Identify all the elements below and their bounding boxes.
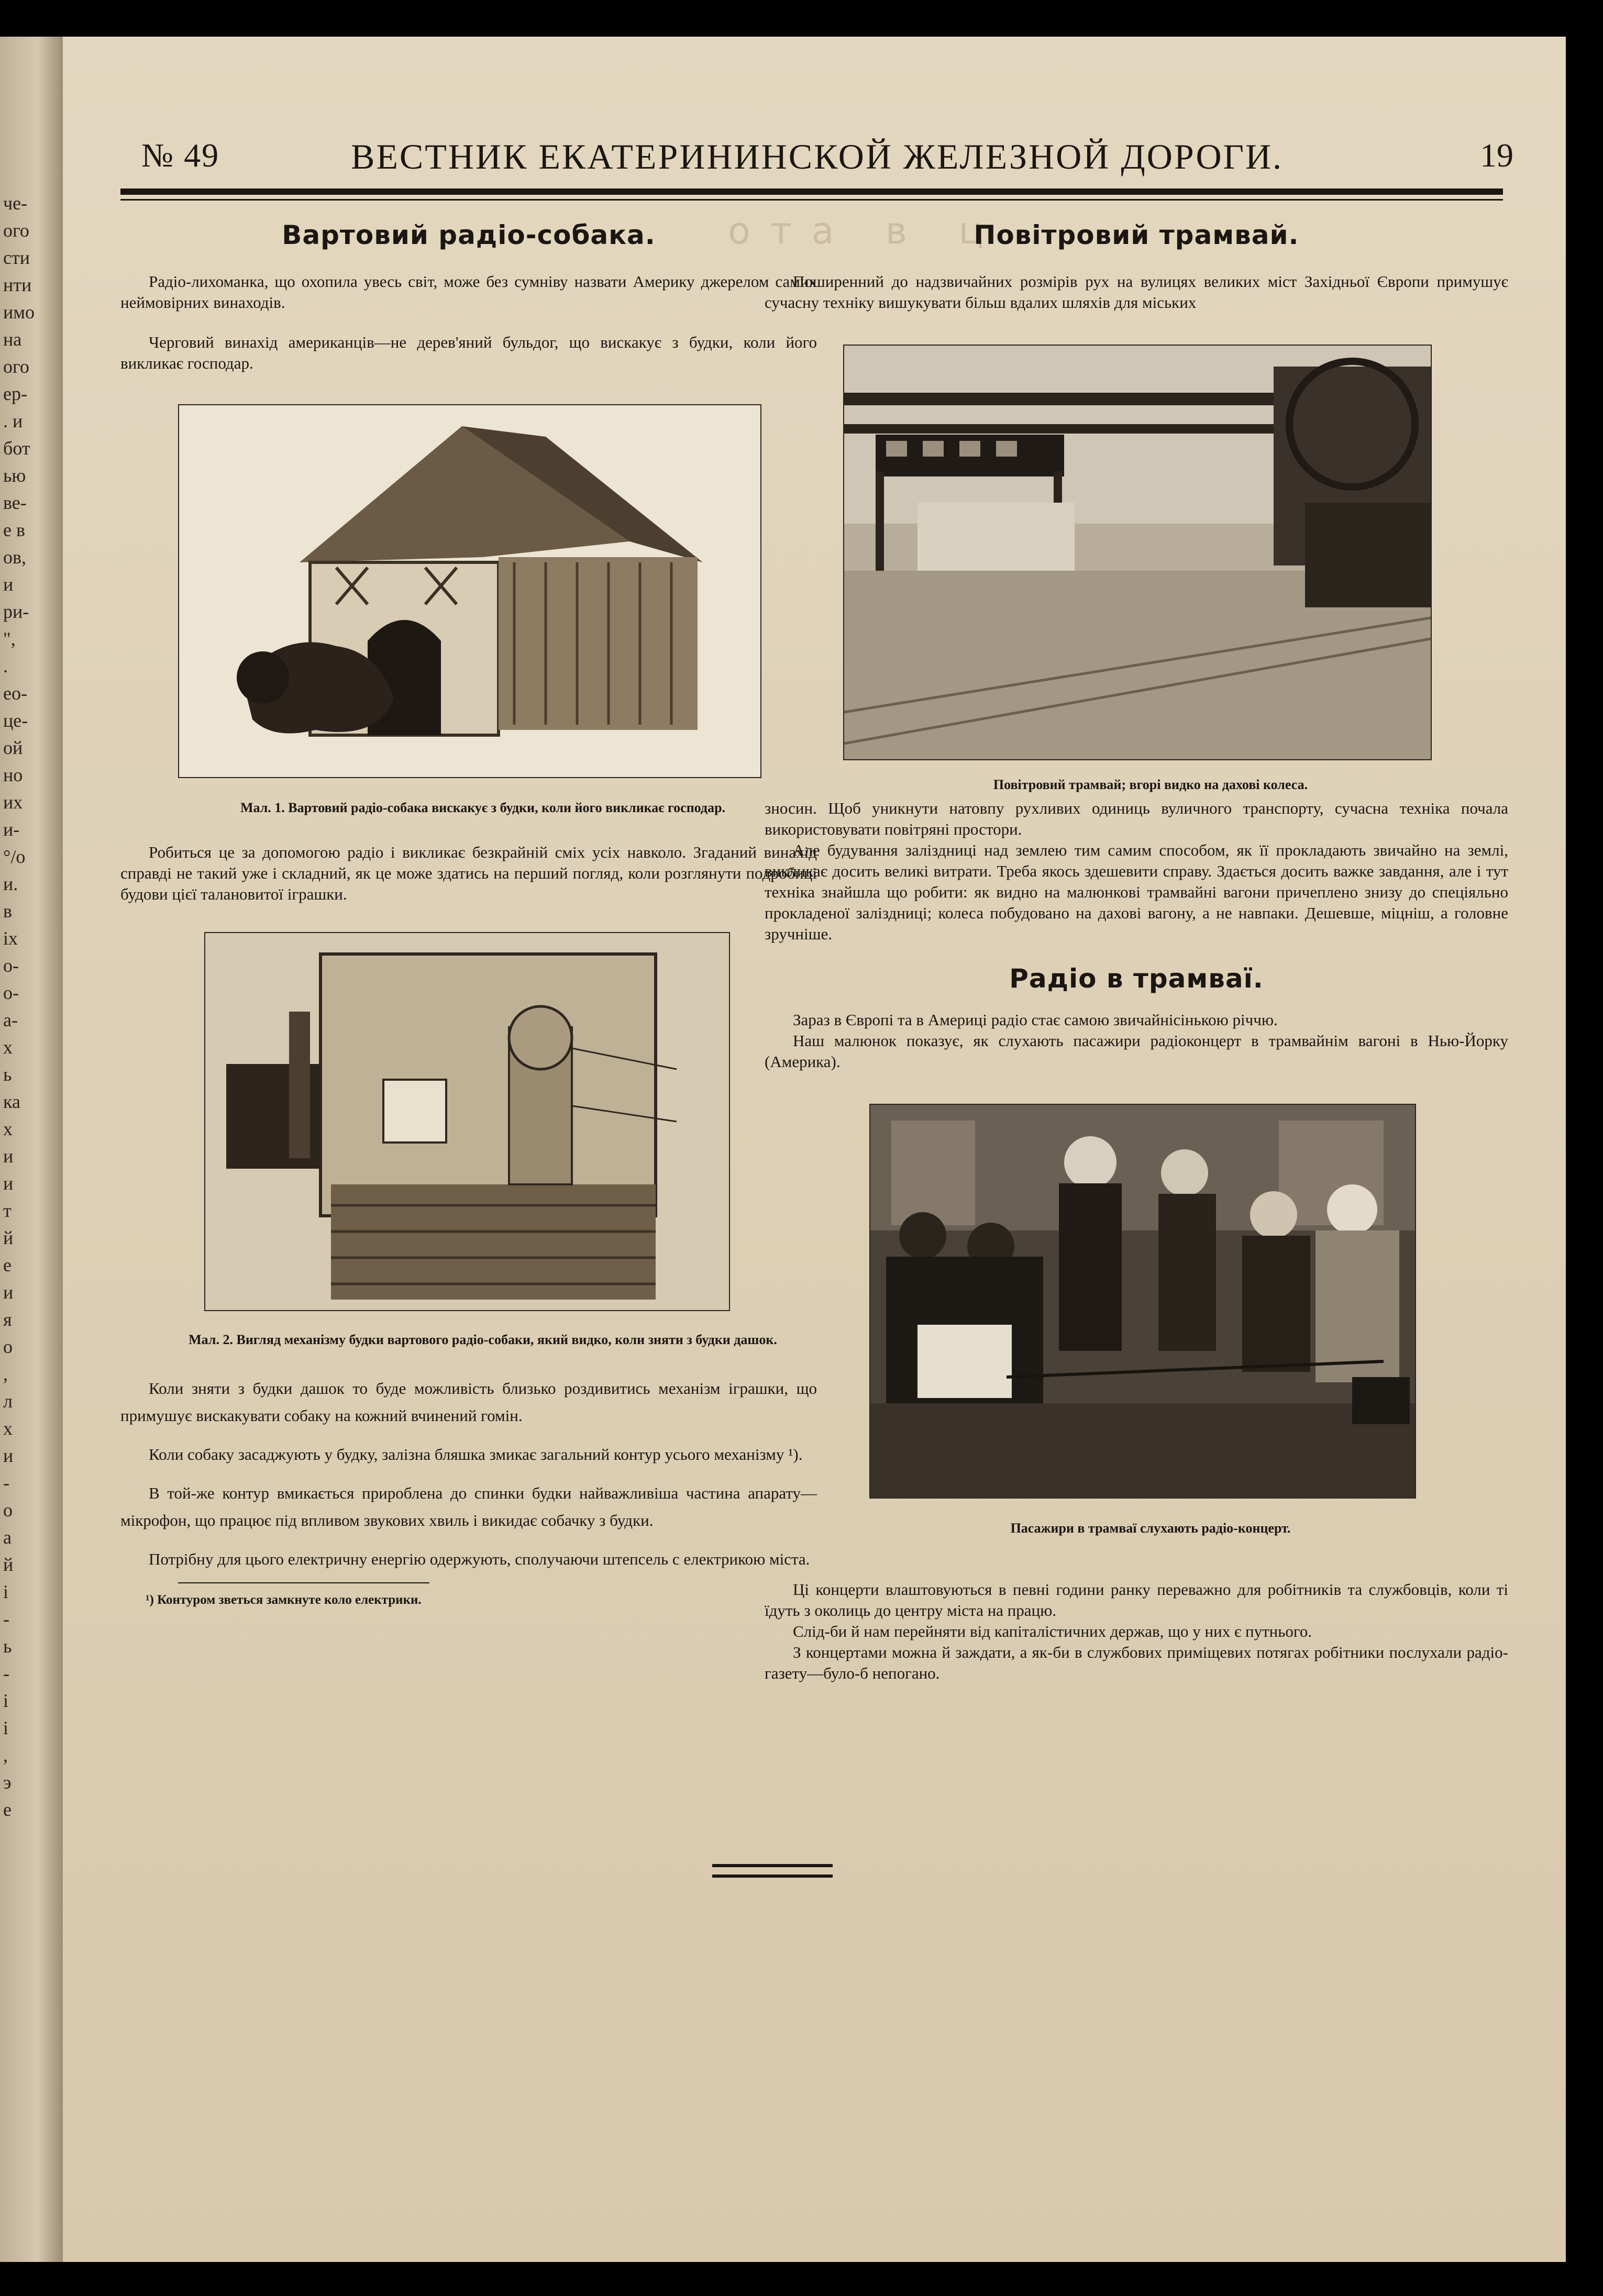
prev-page-fragment: ью: [3, 465, 26, 486]
prev-page-fragment: л: [3, 1391, 13, 1412]
tram-illustration: [844, 346, 1431, 759]
prev-page-fragment: о-: [3, 982, 19, 1003]
article-title: Повітровий трамвай.: [974, 220, 1299, 250]
prev-page-fragment: о: [3, 1336, 13, 1357]
end-double-rule-top: [712, 1864, 833, 1867]
mechanism-illustration: [205, 933, 729, 1310]
footnote: ¹) Контуром зветься замкнуте коло електрики.: [146, 1593, 422, 1607]
prev-page-fragment: х: [3, 1118, 13, 1139]
figure-caption: Мал. 1. Вартовий радіо-собака вискакує з будки, коли його викликає господар.: [240, 800, 726, 815]
prev-page-fragment: й: [3, 1227, 14, 1248]
previous-page-edge: [0, 37, 63, 2262]
prev-page-fragment: це-: [3, 710, 28, 731]
newspaper-page: [63, 37, 1566, 2262]
newspaper-title: ВЕСТНИК ЕКАТЕРИНИНСКОЙ ЖЕЛЕЗНОЙ ДОРОГИ.: [351, 137, 1284, 176]
article-title: Вартовий радіо-собака.: [282, 220, 656, 250]
prev-page-fragment: нти: [3, 274, 32, 295]
prev-page-fragment: і: [3, 1581, 9, 1602]
paragraph: Поширенний до надзвичайних розмірів рух на вулицях великих міст Західньої Європи примушує сучасну техніку вишукувати більш вдалих шляхів для міських: [765, 272, 1508, 312]
prev-page-fragment: ,: [3, 1363, 8, 1384]
prev-page-fragment: но: [3, 764, 23, 785]
prev-page-fragment: й: [3, 1554, 14, 1575]
prev-page-fragment: е: [3, 1255, 12, 1275]
prev-page-fragment: о-: [3, 955, 19, 976]
prev-page-fragment: ео-: [3, 683, 27, 704]
figure-caption: Пасажири в трамваї слухають радіо-концерт.: [1010, 1521, 1291, 1536]
left-column: [120, 209, 817, 1611]
prev-page-fragment: . и: [3, 411, 23, 431]
prev-page-fragment: э: [3, 1772, 12, 1793]
prev-page-fragment: ка: [3, 1091, 20, 1112]
paragraph: Зараз в Європі та в Америці радіо стає самою звичайнісінькою річчю.: [793, 1011, 1278, 1029]
right-column: [765, 209, 1508, 1684]
prev-page-fragment: ого: [3, 356, 29, 377]
paragraph: Наш малюнок показує, як слухають пасажири радіоконцерт в трамвайнім вагоні в Нью-Йорку (Америка).: [765, 1031, 1508, 1071]
prev-page-fragment: и-: [3, 819, 20, 840]
header-rule-thin: [120, 199, 1503, 201]
prev-page-fragment: че-: [3, 193, 28, 214]
prev-page-fragment: на: [3, 329, 22, 350]
prev-page-fragment: ой: [3, 737, 23, 758]
prev-page-fragment: -: [3, 1472, 9, 1493]
figure-caption: Мал. 2. Вигляд механізму будки вартового радіо-собаки, який видко, коли зняти з будки дашок.: [189, 1332, 777, 1347]
paragraph: Слід-би й нам перейняти від капіталістичних держав, що у них є путнього.: [793, 1622, 1312, 1640]
bleed-through-text: ота в ц: [728, 209, 1003, 252]
prev-page-fragment: сти: [3, 247, 30, 268]
prev-page-fragment: о: [3, 1500, 13, 1521]
paragraph: Але будування заліздниці над землею тим самим способом, як її прокладають звичайно на землі, викликає досить великі витрати. Треба якось здешевити справу. Здається досить важке завдання, але і тут техніка знайшла що робити: як видно на малюнкові трамвайні вагони причеплено знизу до спеціяльно прокладеної заліздниці; колеса побудовано на дахові вагону, а не навпаки. Дешевше, міцніш, а головне зручніше.: [765, 841, 1508, 943]
prev-page-fragment: бот: [3, 438, 30, 459]
end-double-rule-bottom: [712, 1874, 833, 1878]
prev-page-fragment: і: [3, 1717, 9, 1738]
prev-page-fragment: их: [3, 792, 23, 813]
prev-page-fragment: ",: [3, 628, 16, 649]
prev-page-fragment: и: [3, 1445, 14, 1466]
paragraph: Потрібну для цього електричну енергію одержують, сполучаючи штепсель с електрикою міста.: [149, 1550, 810, 1568]
prev-page-fragment: ве-: [3, 492, 27, 513]
header-rule: [120, 188, 1503, 195]
footnote-rule: [178, 1582, 429, 1583]
prev-page-fragment: ого: [3, 220, 29, 241]
prev-page-fragment: ь: [3, 1064, 12, 1085]
paragraph: Коли собаку засаджують у будку, залізна бляшка змикає загальний контур усього механізму ¹).: [149, 1445, 803, 1463]
suspended-tram-photo: [843, 345, 1432, 760]
prev-page-fragment: е в: [3, 519, 25, 540]
prev-page-fragment: ь: [3, 1636, 12, 1657]
prev-page-fragment: і: [3, 1690, 9, 1711]
prev-page-fragment: ер-: [3, 383, 27, 404]
prev-page-fragment: в: [3, 901, 12, 922]
issue-number: № 49: [141, 137, 220, 174]
prev-page-fragment: и: [3, 1173, 14, 1194]
passengers-illustration: [870, 1105, 1415, 1498]
paragraph: Черговий винахід американців—не дерев'яний бульдог, що вискакує з будки, коли його викликає господар.: [120, 333, 817, 372]
paragraph: Ці концерти влаштовуються в певні години ранку переважно для робітників та службовців, коли ті їдуть з околиць до центру міста на працю.: [765, 1580, 1508, 1620]
page-number: 19: [1480, 137, 1513, 174]
radio-tram-photo: [869, 1104, 1416, 1499]
prev-page-fragment: е: [3, 1799, 12, 1820]
paragraph: Радіо-лихоманка, що охопила увесь світ, може без сумніву назвати Америку джерелом самих неймовірних винаходів.: [120, 272, 817, 312]
prev-page-fragment: а: [3, 1527, 12, 1548]
dog-kennel-photo: [178, 404, 761, 778]
prev-page-fragment: .: [3, 656, 8, 676]
prev-page-fragment: а-: [3, 1010, 18, 1030]
prev-page-fragment: ,: [3, 1745, 8, 1766]
paragraph: В той-же контур вмикається прироблена до спинки будки найважливіша частина апарату—мікрофон, що працює під впливом звукових хвиль і викидає собачку з будки.: [120, 1484, 817, 1529]
article-title: Радіо в трамваї.: [1009, 963, 1264, 994]
paragraph: З концертами можна й заждати, а як-би в службових приміщевих потягах робітники послухали радіо-газету—було-б непогано.: [765, 1643, 1508, 1682]
prev-page-fragment: и: [3, 574, 14, 595]
prev-page-fragment: т: [3, 1200, 12, 1221]
prev-page-fragment: ов,: [3, 547, 26, 568]
prev-page-fragment: имо: [3, 302, 35, 323]
prev-page-fragment: -: [3, 1663, 9, 1684]
prev-page-fragment: -: [3, 1609, 9, 1629]
kennel-mechanism-photo: [204, 932, 730, 1311]
prev-page-fragment: °/о: [3, 846, 26, 867]
prev-page-fragment: іх: [3, 928, 18, 949]
page-header: [141, 136, 1513, 183]
prev-page-fragment: ри-: [3, 601, 29, 622]
prev-page-fragment: я: [3, 1309, 12, 1330]
prev-page-fragment: х: [3, 1037, 13, 1058]
prev-page-fragment: х: [3, 1418, 13, 1439]
figure-caption: Повітровий трамвай; вгорі видко на дахові колеса.: [993, 777, 1308, 792]
prev-page-fragment: и: [3, 1282, 14, 1303]
kennel-illustration: [179, 405, 760, 777]
paragraph: зносин. Щоб уникнути натовпу рухливих одиниць вуличного транспорту, сучасна техніка почала використовувати повітряні простори.: [765, 799, 1508, 838]
paragraph: Робиться це за допомогою радіо і викликає безкрайній сміх усіх навколо. Згаданий винахід справді не такий уже і складний, як це може здатись на перший погляд, коли розглянути подробиці будови цієї талановитої іграшки.: [120, 843, 817, 903]
prev-page-fragment: и.: [3, 873, 18, 894]
paragraph: Коли зняти з будки дашок то буде можливість близько роздивитись механізм іграшки, що примушує вискакувати собаку на кожний вчинений гомін.: [120, 1379, 817, 1425]
prev-page-fragment: и: [3, 1146, 14, 1167]
